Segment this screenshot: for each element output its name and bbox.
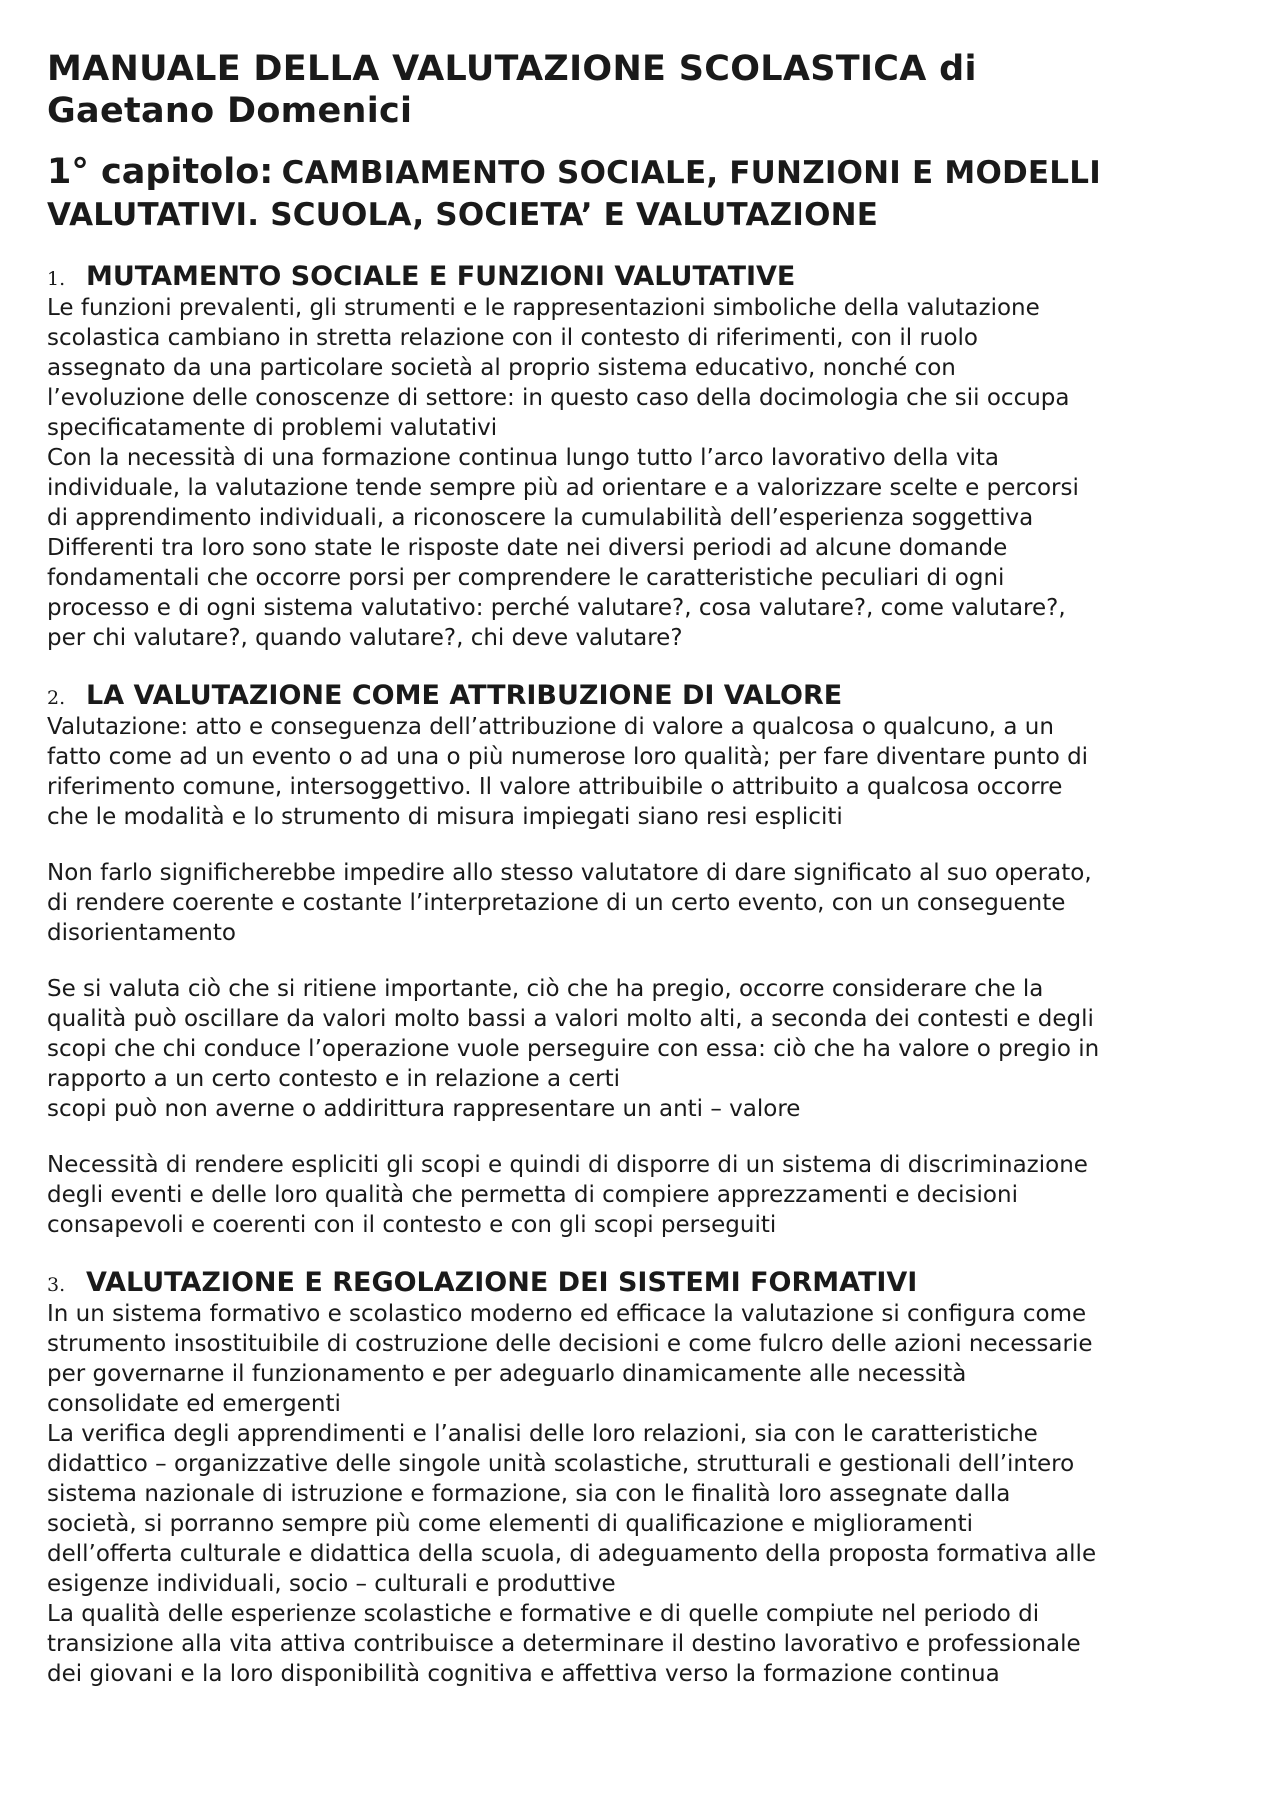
section-heading	[47, 680, 1243, 712]
document-title-line: Gaetano Domenici	[47, 91, 413, 131]
section-paragraph	[47, 712, 1243, 832]
chapter-number: 1° capitolo:	[47, 152, 274, 192]
section-paragraph	[47, 293, 1243, 653]
chapter-title-line: VALUTATIVI. SCUOLA, SOCIETA’ E VALUTAZIONE	[47, 197, 879, 233]
text-line: assegnato da una particolare società al proprio sistema educativo, nonché con	[47, 355, 956, 381]
text-line: didattico – organizzative delle singole unità scolastiche, strutturali e gestionali dell’intero	[47, 1451, 1075, 1477]
document-page	[47, 48, 1243, 1689]
text-line: consapevoli e coerenti con il contesto e con gli scopi perseguiti	[47, 1212, 777, 1238]
text-line: processo e di ogni sistema valutativo: perché valutare?, cosa valutare?, come valutare?,	[47, 595, 1066, 621]
text-line: specificatamente di problemi valutativi	[47, 415, 498, 441]
text-line: l’evoluzione delle conoscenze di settore: in questo caso della docimologia che sii occupa	[47, 385, 1070, 411]
text-line: consolidate ed emergenti	[47, 1391, 341, 1417]
text-line: riferimento comune, intersoggettivo. Il valore attribuibile o attribuito a qualcosa occorre	[47, 774, 1063, 800]
text-line: strumento insostituibile di costruzione delle decisioni e come fulcro delle azioni necessarie	[47, 1331, 1093, 1357]
text-line: fondamentali che occorre porsi per comprendere le caratteristiche peculiari di ogni	[47, 565, 1005, 591]
text-line: di rendere coerente e costante l’interpretazione di un certo evento, con un conseguente	[47, 890, 1066, 916]
section-2	[47, 680, 1243, 1240]
section-title: MUTAMENTO SOCIALE E FUNZIONI VALUTATIVE	[86, 261, 796, 292]
text-line: dell’offerta culturale e didattica della scuola, di adeguamento della proposta formativa alle	[47, 1541, 1097, 1567]
text-line: Valutazione: atto e conseguenza dell’attribuzione di valore a qualcosa o qualcuno, a un	[47, 714, 1054, 740]
text-line: per governarne il funzionamento e per adeguarlo dinamicamente alle necessità	[47, 1361, 967, 1387]
section-paragraph	[47, 974, 1243, 1124]
section-1	[47, 261, 1243, 653]
section-number: 3.	[47, 1274, 66, 1296]
document-title	[47, 48, 1243, 132]
text-line: transizione alla vita attiva contribuisce a determinare il destino lavorativo e professionale	[47, 1631, 1081, 1657]
text-line: fatto come ad un evento o ad una o più numerose loro qualità; per fare diventare punto di	[47, 744, 1089, 770]
text-line: La verifica degli apprendimenti e l’analisi delle loro relazioni, sia con le caratteristiche	[47, 1421, 1038, 1447]
section-number: 1.	[47, 268, 66, 290]
section-heading	[47, 261, 1243, 293]
text-line: di apprendimento individuali, a riconoscere la cumulabilità dell’esperienza soggettiva	[47, 505, 1034, 531]
section-title: LA VALUTAZIONE COME ATTRIBUZIONE DI VALORE	[86, 680, 843, 711]
text-line: Con la necessità di una formazione continua lungo tutto l’arco lavorativo della vita	[47, 445, 1000, 471]
text-line: degli eventi e delle loro qualità che permetta di compiere apprezzamenti e decisioni	[47, 1182, 1018, 1208]
text-line: società, si porranno sempre più come elementi di qualificazione e miglioramenti	[47, 1511, 973, 1537]
section-paragraph	[47, 858, 1243, 948]
section-heading	[47, 1267, 1243, 1299]
text-line: Necessità di rendere espliciti gli scopi e quindi di disporre di un sistema di discriminazione	[47, 1152, 1088, 1178]
section-number: 2.	[47, 687, 66, 709]
text-line: In un sistema formativo e scolastico moderno ed efficace la valutazione si configura come	[47, 1301, 1087, 1327]
section-paragraph	[47, 1150, 1243, 1240]
text-line: Se si valuta ciò che si ritiene importante, ciò che ha pregio, occorre considerare che la	[47, 976, 1044, 1002]
text-line: per chi valutare?, quando valutare?, chi deve valutare?	[47, 625, 683, 651]
text-line: individuale, la valutazione tende sempre più ad orientare e a valorizzare scelte e percorsi	[47, 475, 1079, 501]
text-line: dei giovani e la loro disponibilità cognitiva e affettiva verso la formazione continua	[47, 1661, 1000, 1687]
text-line: La qualità delle esperienze scolastiche e formative e di quelle compiute nel periodo di	[47, 1601, 1040, 1627]
text-line: rapporto a un certo contesto e in relazione a certi	[47, 1066, 621, 1092]
text-line: scolastica cambiano in stretta relazione con il contesto di riferimenti, con il ruolo	[47, 325, 979, 351]
section-title: VALUTAZIONE E REGOLAZIONE DEI SISTEMI FORMATIVI	[86, 1267, 918, 1298]
section-paragraph	[47, 1299, 1243, 1689]
text-line: Non farlo significherebbe impedire allo stesso valutatore di dare significato al suo operato,	[47, 860, 1092, 886]
text-line: scopi può non averne o addirittura rappresentare un anti – valore	[47, 1096, 801, 1122]
text-line: sistema nazionale di istruzione e formazione, sia con le finalità loro assegnate dalla	[47, 1481, 1011, 1507]
text-line: qualità può oscillare da valori molto bassi a valori molto alti, a seconda dei contesti e degli	[47, 1006, 1094, 1032]
section-3	[47, 1267, 1243, 1689]
text-line: che le modalità e lo strumento di misura impiegati siano resi espliciti	[47, 804, 843, 830]
chapter-title	[47, 152, 1243, 235]
document-title-line: MANUALE DELLA VALUTAZIONE SCOLASTICA di	[47, 49, 977, 89]
text-line: Le funzioni prevalenti, gli strumenti e le rappresentazioni simboliche della valutazione	[47, 295, 1040, 321]
chapter-title-line: CAMBIAMENTO SOCIALE, FUNZIONI E MODELLI	[281, 155, 1101, 191]
text-line: disorientamento	[47, 920, 236, 946]
text-line: Differenti tra loro sono state le risposte date nei diversi periodi ad alcune domande	[47, 535, 1008, 561]
text-line: esigenze individuali, socio – culturali e produttive	[47, 1571, 616, 1597]
text-line: scopi che chi conduce l’operazione vuole perseguire con essa: ciò che ha valore o pregio in	[47, 1036, 1100, 1062]
